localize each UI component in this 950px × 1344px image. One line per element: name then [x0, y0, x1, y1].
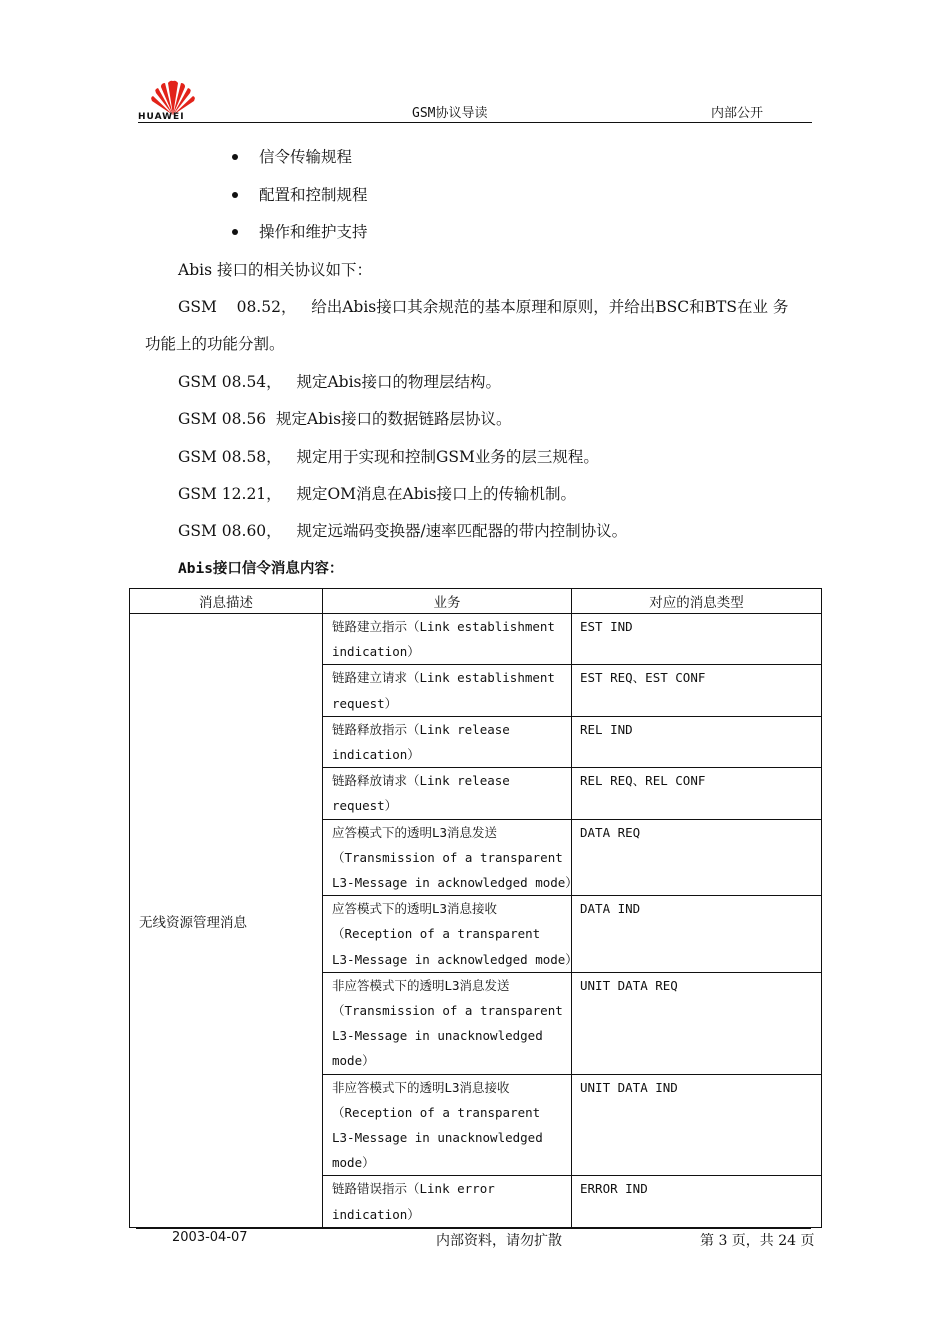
footer-notice: 内部资料，请勿扩散	[436, 1233, 562, 1249]
service-line: indication）	[332, 747, 420, 763]
service-cell	[323, 716, 572, 767]
service-line: indication）	[332, 644, 420, 660]
bullet-item: 配置和控制规程	[230, 184, 368, 222]
abis-message-table	[129, 588, 822, 1228]
service-line: 链路释放指示（Link release	[332, 721, 510, 737]
service-line: 非应答模式下的透明L3消息发送	[332, 977, 510, 993]
paragraph-gsm0856: GSM 08.56 规定Abis接口的数据链路层协议。	[178, 410, 512, 428]
service-line: L3-Message in unacknowledged	[332, 1130, 543, 1146]
footer-page-number: 第 3 页，共 24 页	[700, 1233, 815, 1249]
message-type-cell: REL IND	[572, 716, 822, 767]
service-line: L3-Message in acknowledged mode）	[332, 951, 578, 967]
intro-paragraph: Abis 接口的相关协议如下：	[178, 261, 372, 279]
message-type-cell: DATA REQ	[572, 819, 822, 896]
service-line: request）	[332, 695, 398, 711]
service-line: 链路释放请求（Link release	[332, 773, 510, 789]
service-line: 链路建立指示（Link establishment	[332, 619, 555, 634]
service-line: （Transmission of a transparent	[332, 849, 563, 865]
header-divider	[138, 122, 812, 123]
service-cell	[323, 896, 578, 973]
service-line: indication）	[332, 1206, 420, 1222]
paragraph-gsm0858: GSM 08.58， 规定用于实现和控制GSM业务的层三规程。	[178, 448, 599, 466]
service-line: 应答模式下的透明L3消息接收	[332, 901, 498, 917]
bullet-item: 信令传输规程	[230, 146, 368, 184]
header-title: GSM协议导读	[412, 106, 488, 121]
bullet-list	[230, 146, 368, 259]
logo-wordmark: HUAWEI	[138, 112, 185, 121]
paragraph-gsm1221: GSM 12.21， 规定OM消息在Abis接口上的传输机制。	[178, 485, 577, 503]
table-header-row	[130, 589, 822, 614]
message-type-cell: REL REQ、REL CONF	[572, 768, 822, 819]
service-cell	[323, 768, 572, 819]
service-cell	[323, 819, 578, 896]
footer-divider	[136, 1228, 811, 1229]
table-row	[130, 614, 822, 665]
service-line: （Reception of a transparent	[332, 926, 541, 942]
service-line: 链路建立请求（Link establishment	[332, 670, 555, 686]
column-header: 消息描述	[130, 589, 323, 614]
service-cell	[323, 1074, 572, 1176]
service-cell	[323, 972, 572, 1074]
page-header	[138, 74, 812, 124]
service-cell	[323, 665, 572, 716]
footer-date: 2003-04-07	[172, 1230, 248, 1245]
service-line: （Transmission of a transparent	[332, 1003, 563, 1019]
service-line: 链路错误指示（Link error	[332, 1181, 495, 1197]
message-type-cell: UNIT DATA IND	[572, 1074, 822, 1176]
service-line: L3-Message in unacknowledged	[332, 1028, 543, 1044]
paragraph-gsm0854: GSM 08.54， 规定Abis接口的物理层结构。	[178, 373, 501, 391]
service-line: mode）	[332, 1053, 375, 1069]
service-line: （Reception of a transparent	[332, 1104, 541, 1120]
column-header: 业务	[323, 589, 572, 614]
message-type-cell: UNIT DATA REQ	[572, 972, 822, 1074]
column-header: 对应的消息类型	[572, 589, 822, 614]
service-line: mode）	[332, 1155, 375, 1171]
paragraph-gsm0852: GSM 08.52， 给出Abis接口其余规范的基本原理和原则，并给出BSC和BTS在业 务	[178, 298, 789, 316]
service-line: L3-Message in acknowledged mode）	[332, 875, 578, 891]
group-cell: 无线资源管理消息	[130, 614, 323, 1228]
message-type-cell: EST IND	[572, 614, 822, 665]
service-cell	[323, 1176, 572, 1227]
service-line: 应答模式下的透明L3消息发送	[332, 824, 498, 840]
paragraph-gsm0852-cont: 功能上的功能分割。	[145, 335, 285, 353]
service-cell	[323, 614, 572, 665]
message-type-cell: EST REQ、EST CONF	[572, 665, 822, 716]
header-classification: 内部公开	[711, 106, 764, 121]
message-type-cell: ERROR IND	[572, 1176, 822, 1227]
paragraph-gsm0860: GSM 08.60， 规定远端码变换器/速率匹配器的带内控制协议。	[178, 522, 628, 540]
message-type-cell: DATA IND	[572, 896, 822, 973]
section-heading: Abis接口信令消息内容：	[178, 561, 344, 577]
bullet-item: 操作和维护支持	[230, 221, 368, 259]
service-line: 非应答模式下的透明L3消息接收	[332, 1079, 510, 1095]
service-line: request）	[332, 798, 398, 814]
